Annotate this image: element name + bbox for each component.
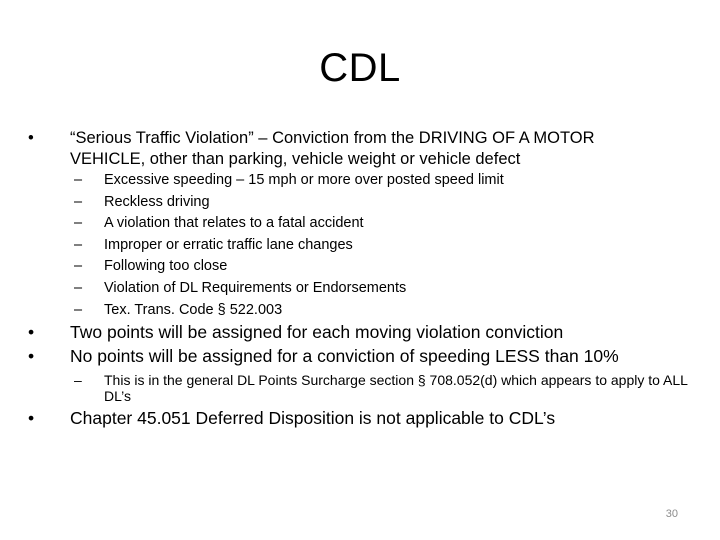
bullet-item [28,408,668,429]
sub-bullet-text: Reckless driving [104,193,210,210]
slide-title: CDL [319,46,401,90]
bullet-icon: • [28,408,35,428]
bullet-icon: • [28,129,34,147]
dash-icon: – [74,258,83,275]
page-number: 30 [665,508,678,520]
dash-icon: – [74,215,83,232]
dash-icon: – [74,301,83,318]
sub-bullet-item [74,170,694,192]
dash-icon: – [74,372,82,388]
sub-bullet-item [74,278,694,300]
sub-bullet-item [74,300,694,322]
sub-bullet-text: Excessive speeding – 15 mph or more over posted speed limit [104,172,504,188]
sub-bullet-text: Violation of DL Requirements or Endorsements [104,280,407,296]
bullet-text: Chapter 45.051 Deferred Disposition is not applicable to CDL’s [70,408,556,428]
dash-icon: – [74,280,83,296]
sub-bullet-item [74,372,694,404]
bullet-text: Two points will be assigned for each moving violation conviction [70,322,564,342]
sub-bullet-item [74,213,694,235]
bullet-icon: • [28,346,35,366]
dash-icon: – [74,172,83,188]
bullet-icon: • [28,322,35,342]
sub-bullet-text: This is in the general DL Points Surcharge section § 708.052(d) which appears to apply to ALL DL’s [104,372,688,404]
sub-bullet-text: Tex. Trans. Code § 522.003 [104,301,283,318]
sub-bullet-text: Following too close [104,258,228,275]
bullet-item [28,128,668,170]
bullet-text: No points will be assigned for a conviction of speeding LESS than 10% [70,346,619,366]
bullet-text: “Serious Traffic Violation” – Conviction from the DRIVING OF A MOTOR VEHICLE, other than parking, vehicle weight or vehicle defect [70,129,595,168]
bullet-item [28,346,668,367]
sub-bullet-text: Improper or erratic traffic lane changes [104,236,353,253]
sub-bullet-item [74,192,694,214]
dash-icon: – [74,193,83,210]
dash-icon: – [74,236,83,253]
sub-bullet-item [74,235,694,257]
sub-bullet-text: A violation that relates to a fatal accident [104,215,364,232]
sub-bullet-item [74,256,694,278]
bullet-item [28,322,668,343]
